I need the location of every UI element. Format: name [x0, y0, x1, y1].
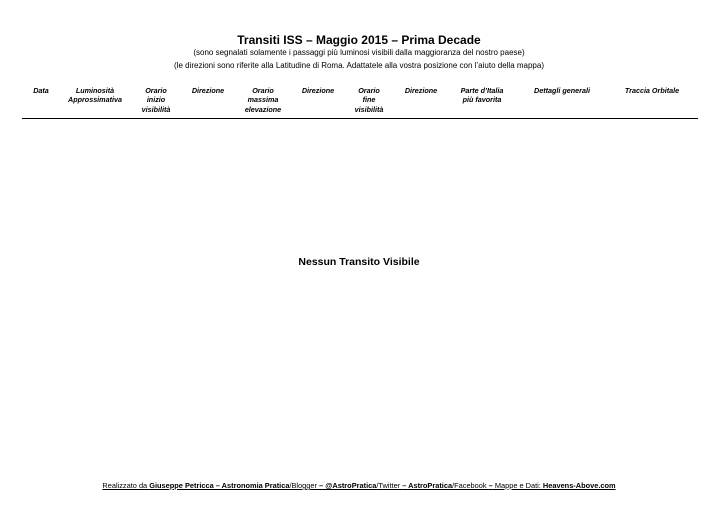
column-header-orario-fine: Orario fine visibilità — [354, 86, 384, 114]
header-divider — [22, 118, 698, 119]
footer-facebook: – AstroPratica — [402, 481, 453, 490]
footer-twitter: – @AstroPratica — [319, 481, 377, 490]
column-header-orario-inizio: Orario inizio visibilità — [141, 86, 171, 114]
column-header-luminosita: Luminosità Approssimativa — [68, 86, 122, 105]
column-header-dettagli: Dettagli generali — [534, 86, 590, 95]
column-header-direzione-3: Direzione — [404, 86, 438, 95]
column-header-direzione-1: Direzione — [191, 86, 225, 95]
column-header-orario-massima: Orario massima elevazione — [244, 86, 282, 114]
column-header-data: Data — [33, 86, 49, 95]
footer-author: Giuseppe Petricca – Astronomia Pratica — [149, 481, 290, 490]
footer-credits: Realizzato da Giuseppe Petricca – Astronomia Pratica/Blogger – @AstroPratica/Twitter – AstroPratica/Facebook – Mappe e Dati: Heavens-Above.com — [102, 481, 616, 490]
empty-state-message: Nessun Transito Visibile — [298, 256, 420, 268]
footer-source-link[interactable]: Heavens-Above.com — [542, 481, 616, 490]
subtitle-visibility-note: (sono segnalati solamente i passaggi più luminosi visibili dalla maggioranza del nostro paese) — [193, 48, 525, 57]
column-header-parte-italia: Parte d’Italia più favorita — [460, 86, 504, 105]
subtitle-direction-note: (le direzioni sono riferite alla Latitudine di Roma. Adattatele alla vostra posizione con l’aiuto della mappa) — [174, 61, 544, 70]
column-header-traccia: Traccia Orbitale — [624, 86, 680, 95]
column-header-direzione-2: Direzione — [301, 86, 335, 95]
page-title: Transiti ISS – Maggio 2015 – Prima Decade — [237, 33, 481, 47]
